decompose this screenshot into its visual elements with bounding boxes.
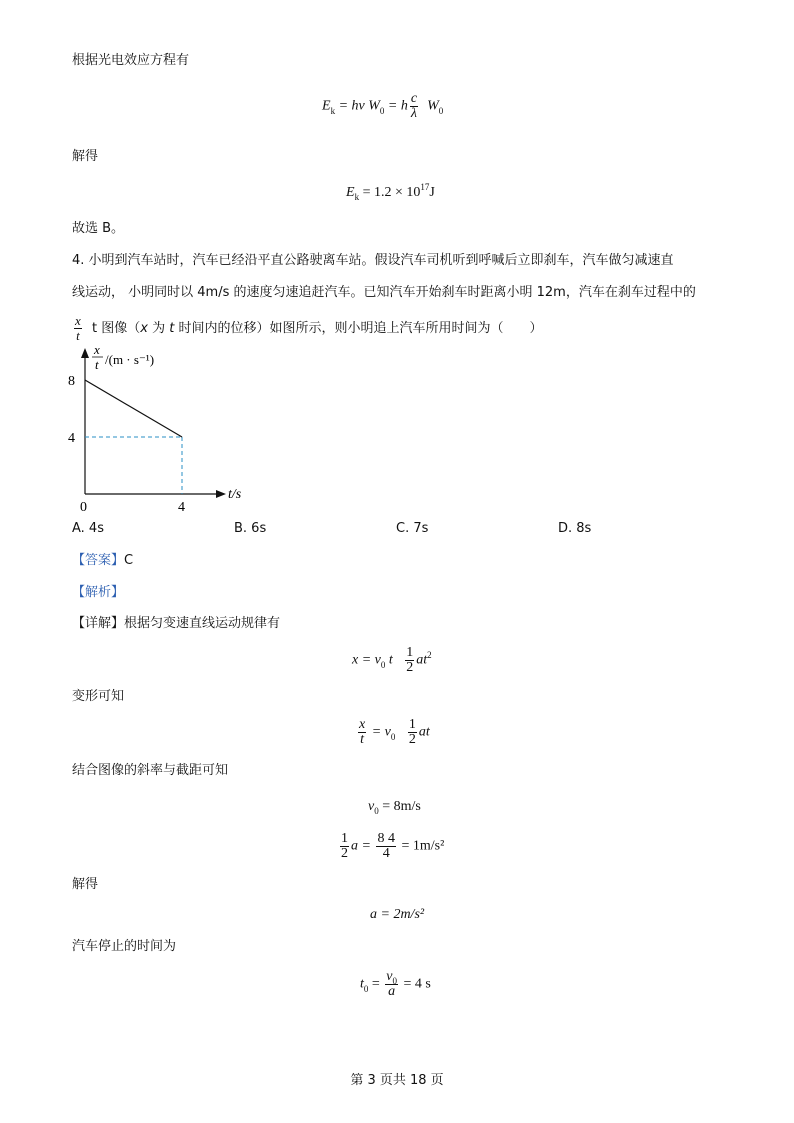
eq6-a: a =: [351, 838, 375, 854]
eq5-lhs: v: [368, 799, 375, 814]
y-tick-label: 4: [68, 431, 75, 446]
eq4-sub: 0: [390, 731, 396, 742]
equation-a-value: a = 2m/s²: [370, 907, 425, 922]
y-axis-arrow: [81, 348, 89, 358]
equation-v0: [368, 798, 421, 816]
eq3-sub: 0: [380, 659, 386, 670]
x-axis-arrow: [216, 490, 226, 498]
eq2-unit: J: [429, 185, 435, 200]
eq3-den: 2: [406, 660, 414, 675]
eq1-tail: W: [427, 98, 439, 114]
eq1-tail-sub: 0: [438, 105, 444, 116]
y-label-den: t: [95, 357, 99, 372]
question-line-1: 4. 小明到汽车站时，汽车已经沿平直公路驶离车站。假设汽车司机听到呼喊后立即刹车，汽车做匀减速直: [72, 253, 674, 268]
eq3-tail: at: [416, 652, 428, 668]
question-fraction: [74, 314, 82, 343]
data-line: [85, 380, 182, 437]
solve-label-2: 解得: [72, 877, 99, 892]
eq3-lhs: x = v: [352, 652, 381, 668]
question-line3-b: x: [140, 321, 148, 336]
eq1-ek: E: [322, 98, 331, 114]
option-c[interactable]: C. 7s: [396, 521, 429, 536]
question-line3-c: 为: [147, 321, 170, 336]
y-tick-label: 8: [68, 374, 75, 389]
eq2-lhs: E: [346, 185, 355, 200]
option-b[interactable]: B. 6s: [234, 521, 267, 536]
eq6-den2: 4: [382, 846, 390, 861]
eq6-den1: 2: [341, 846, 348, 861]
eq4-lhs-fraction: [358, 718, 366, 747]
eq4-mid: = v: [368, 724, 391, 740]
eq6-num1: 1: [341, 831, 348, 846]
eq8-num: v: [386, 969, 393, 984]
origin-label: 0: [80, 500, 87, 514]
eq6-half: [340, 832, 349, 861]
equation-transformed: [356, 718, 430, 747]
detail-line: [72, 615, 280, 633]
eq1-num: c: [410, 91, 418, 106]
detail-tag: 【详解】: [72, 616, 125, 631]
choose-b: 故选 B。: [72, 221, 125, 236]
eq5-rhs: = 8m/s: [378, 799, 421, 814]
stop-time-label: 汽车停止的时间为: [72, 939, 177, 954]
eq4-num: 1: [408, 717, 416, 732]
y-label-unit: /(m · s⁻¹): [105, 352, 155, 367]
question-frac-den: t: [76, 328, 80, 343]
question-line3-d: t: [169, 321, 175, 336]
equation-ek-value: [346, 184, 435, 202]
equation-stop-time: [360, 970, 431, 999]
question-line3-a: t 图像（: [92, 321, 141, 336]
eq3-mid: t: [388, 652, 393, 668]
eq1-fraction: [410, 92, 418, 121]
eq3-fraction: [405, 646, 414, 675]
eq8-den: a: [388, 984, 396, 999]
equation-half-a: [338, 832, 444, 861]
xt-t-graph: [60, 342, 260, 514]
eq1-mid2: = h: [384, 98, 408, 114]
eq1-mid1: = hν W: [335, 98, 380, 114]
transform-label: 变形可知: [72, 689, 125, 704]
question-line-3: [72, 314, 543, 344]
eq8-lhs: t: [360, 976, 364, 992]
answer-line: [72, 552, 133, 570]
option-d[interactable]: D. 8s: [558, 521, 592, 536]
solve-label-1: 解得: [72, 149, 99, 164]
eq6-slope: [376, 832, 396, 861]
eq4-den: 2: [408, 732, 416, 747]
eq2-exp: 17: [420, 182, 430, 192]
eq8-num-wrap: [385, 970, 398, 985]
eq1-w0-sub: 0: [379, 105, 385, 116]
combine-label: 结合图像的斜率与截距可知: [72, 763, 229, 778]
option-a[interactable]: A. 4s: [72, 521, 104, 536]
eq4-num-l: x: [359, 717, 366, 732]
eq2-lhs-sub: k: [354, 192, 360, 202]
equation-photoelectric: [322, 92, 443, 121]
y-label-num: x: [94, 342, 100, 357]
eq3-sup: 2: [427, 649, 432, 660]
eq3-num: 1: [406, 645, 414, 660]
answer-tag: 【答案】: [72, 553, 125, 568]
eq4-fraction: [408, 718, 417, 747]
eq1-den: λ: [410, 106, 417, 121]
eq8-num-sub: 0: [392, 976, 398, 986]
eq8-eq: =: [368, 976, 384, 992]
eq4-tail: at: [418, 724, 430, 740]
eq8-rhs: = 4 s: [400, 976, 431, 992]
x-tick-label: 4: [178, 500, 185, 514]
eq8-sub: 0: [363, 983, 369, 994]
eq4-den-l: t: [360, 732, 365, 747]
eq5-sub: 0: [374, 806, 379, 816]
eq8-fraction: [385, 970, 398, 999]
page-footer: 第 3 页共 18 页: [350, 1073, 444, 1088]
question-line3-e: 时间内的位移）如图所示，则小明追上汽车所用时间为（ ）: [174, 321, 543, 336]
eq2-rhs: = 1.2 × 10: [359, 185, 421, 200]
eq6-rhs: = 1m/s²: [397, 838, 445, 854]
analysis-tag: 【解析】: [72, 585, 125, 600]
eq1-ek-sub: k: [330, 105, 336, 116]
answer-value: C: [124, 553, 134, 568]
eq6-num2: 8 4: [377, 831, 395, 846]
x-axis-label: t/s: [228, 487, 242, 502]
question-frac-num: x: [75, 313, 81, 328]
detail-text: 根据匀变速直线运动规律有: [124, 616, 281, 631]
intro-line: 根据光电效应方程有: [72, 53, 190, 68]
question-line-2: 线运动， 小明同时以 4m/s 的速度匀速追赶汽车。已知汽车开始刹车时距离小明 12m，汽车在刹车过程中的: [72, 285, 696, 300]
equation-displacement: [352, 646, 432, 675]
